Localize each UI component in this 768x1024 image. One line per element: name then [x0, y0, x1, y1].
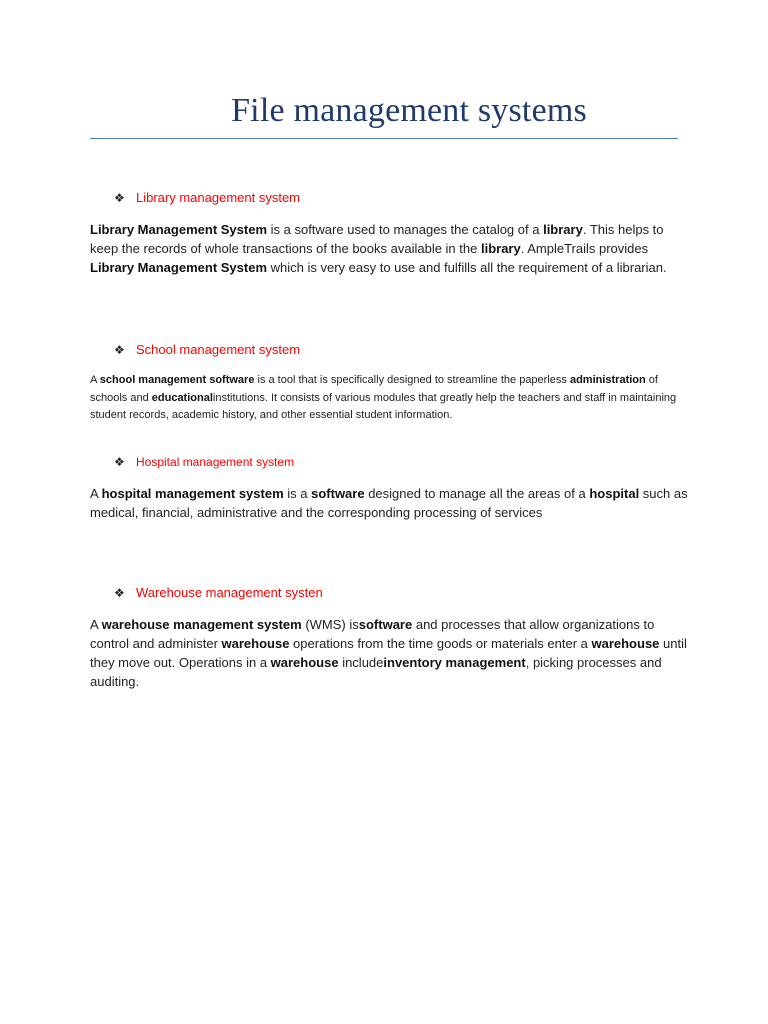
bold-term: library [480, 241, 521, 256]
diamond-bullet-icon: ❖ [114, 191, 125, 205]
section-heading-label: Warehouse management systen [136, 585, 323, 600]
section-heading-label: Hospital management system [136, 455, 295, 469]
diamond-bullet-icon: ❖ [114, 455, 125, 469]
bold-term: administration [569, 374, 646, 386]
bold-term: school management software [99, 374, 255, 386]
bold-term: educational [151, 391, 213, 404]
bold-term: software [311, 486, 365, 501]
section-heading-school [114, 342, 300, 357]
section-paragraph-library: Library Management System is a software used to manages the catalog of a library. This helps to keep the records of whole transactions of the books available in the library. AmpleTrails provides Library Management System which is very easy to use and fulfills all the requirement of a librarian. [90, 222, 667, 275]
bold-term: library [543, 222, 583, 237]
bold-term: warehouse [221, 636, 290, 651]
section-paragraph-school: A school management software is a tool that is specifically designed to streamline the paperless administration of schools and educationalinstitutions. It consists of various modules that greatly help the teachers and staff in maintaining student records, academic history, and other essential student information. [90, 374, 677, 421]
diamond-bullet-icon: ❖ [114, 586, 125, 600]
bold-term: warehouse management system [101, 617, 302, 632]
section-heading-label: School management system [136, 342, 301, 357]
bold-term: Library Management System [90, 260, 268, 275]
section-heading-library [114, 190, 300, 205]
bold-term: Library Management System [90, 222, 268, 237]
bold-term: software [358, 617, 413, 632]
section-heading-hospital [114, 455, 294, 469]
bold-term: hospital [589, 486, 640, 501]
page-title: File management systems [231, 92, 587, 129]
section-paragraph-hospital: A hospital management system is a software designed to manage all the areas of a hospital such as medical, financial, administrative and the corresponding processing of services [90, 486, 688, 520]
section-paragraph-warehouse: A warehouse management system (WMS) issoftware and processes that allow organizations to control and administer warehouse operations from the time goods or materials enter a warehouse until they move out. Operations in a warehouse includeinventory management, picking processes and auditing. [90, 617, 687, 689]
section-heading-label: Library management system [136, 190, 301, 205]
bold-term: warehouse [270, 655, 339, 670]
title-underline [90, 138, 678, 139]
section-heading-warehouse [114, 585, 323, 600]
diamond-bullet-icon: ❖ [114, 343, 125, 357]
bold-term: inventory management [383, 655, 526, 670]
bold-term: warehouse [591, 636, 660, 651]
bold-term: hospital management system [101, 486, 284, 501]
